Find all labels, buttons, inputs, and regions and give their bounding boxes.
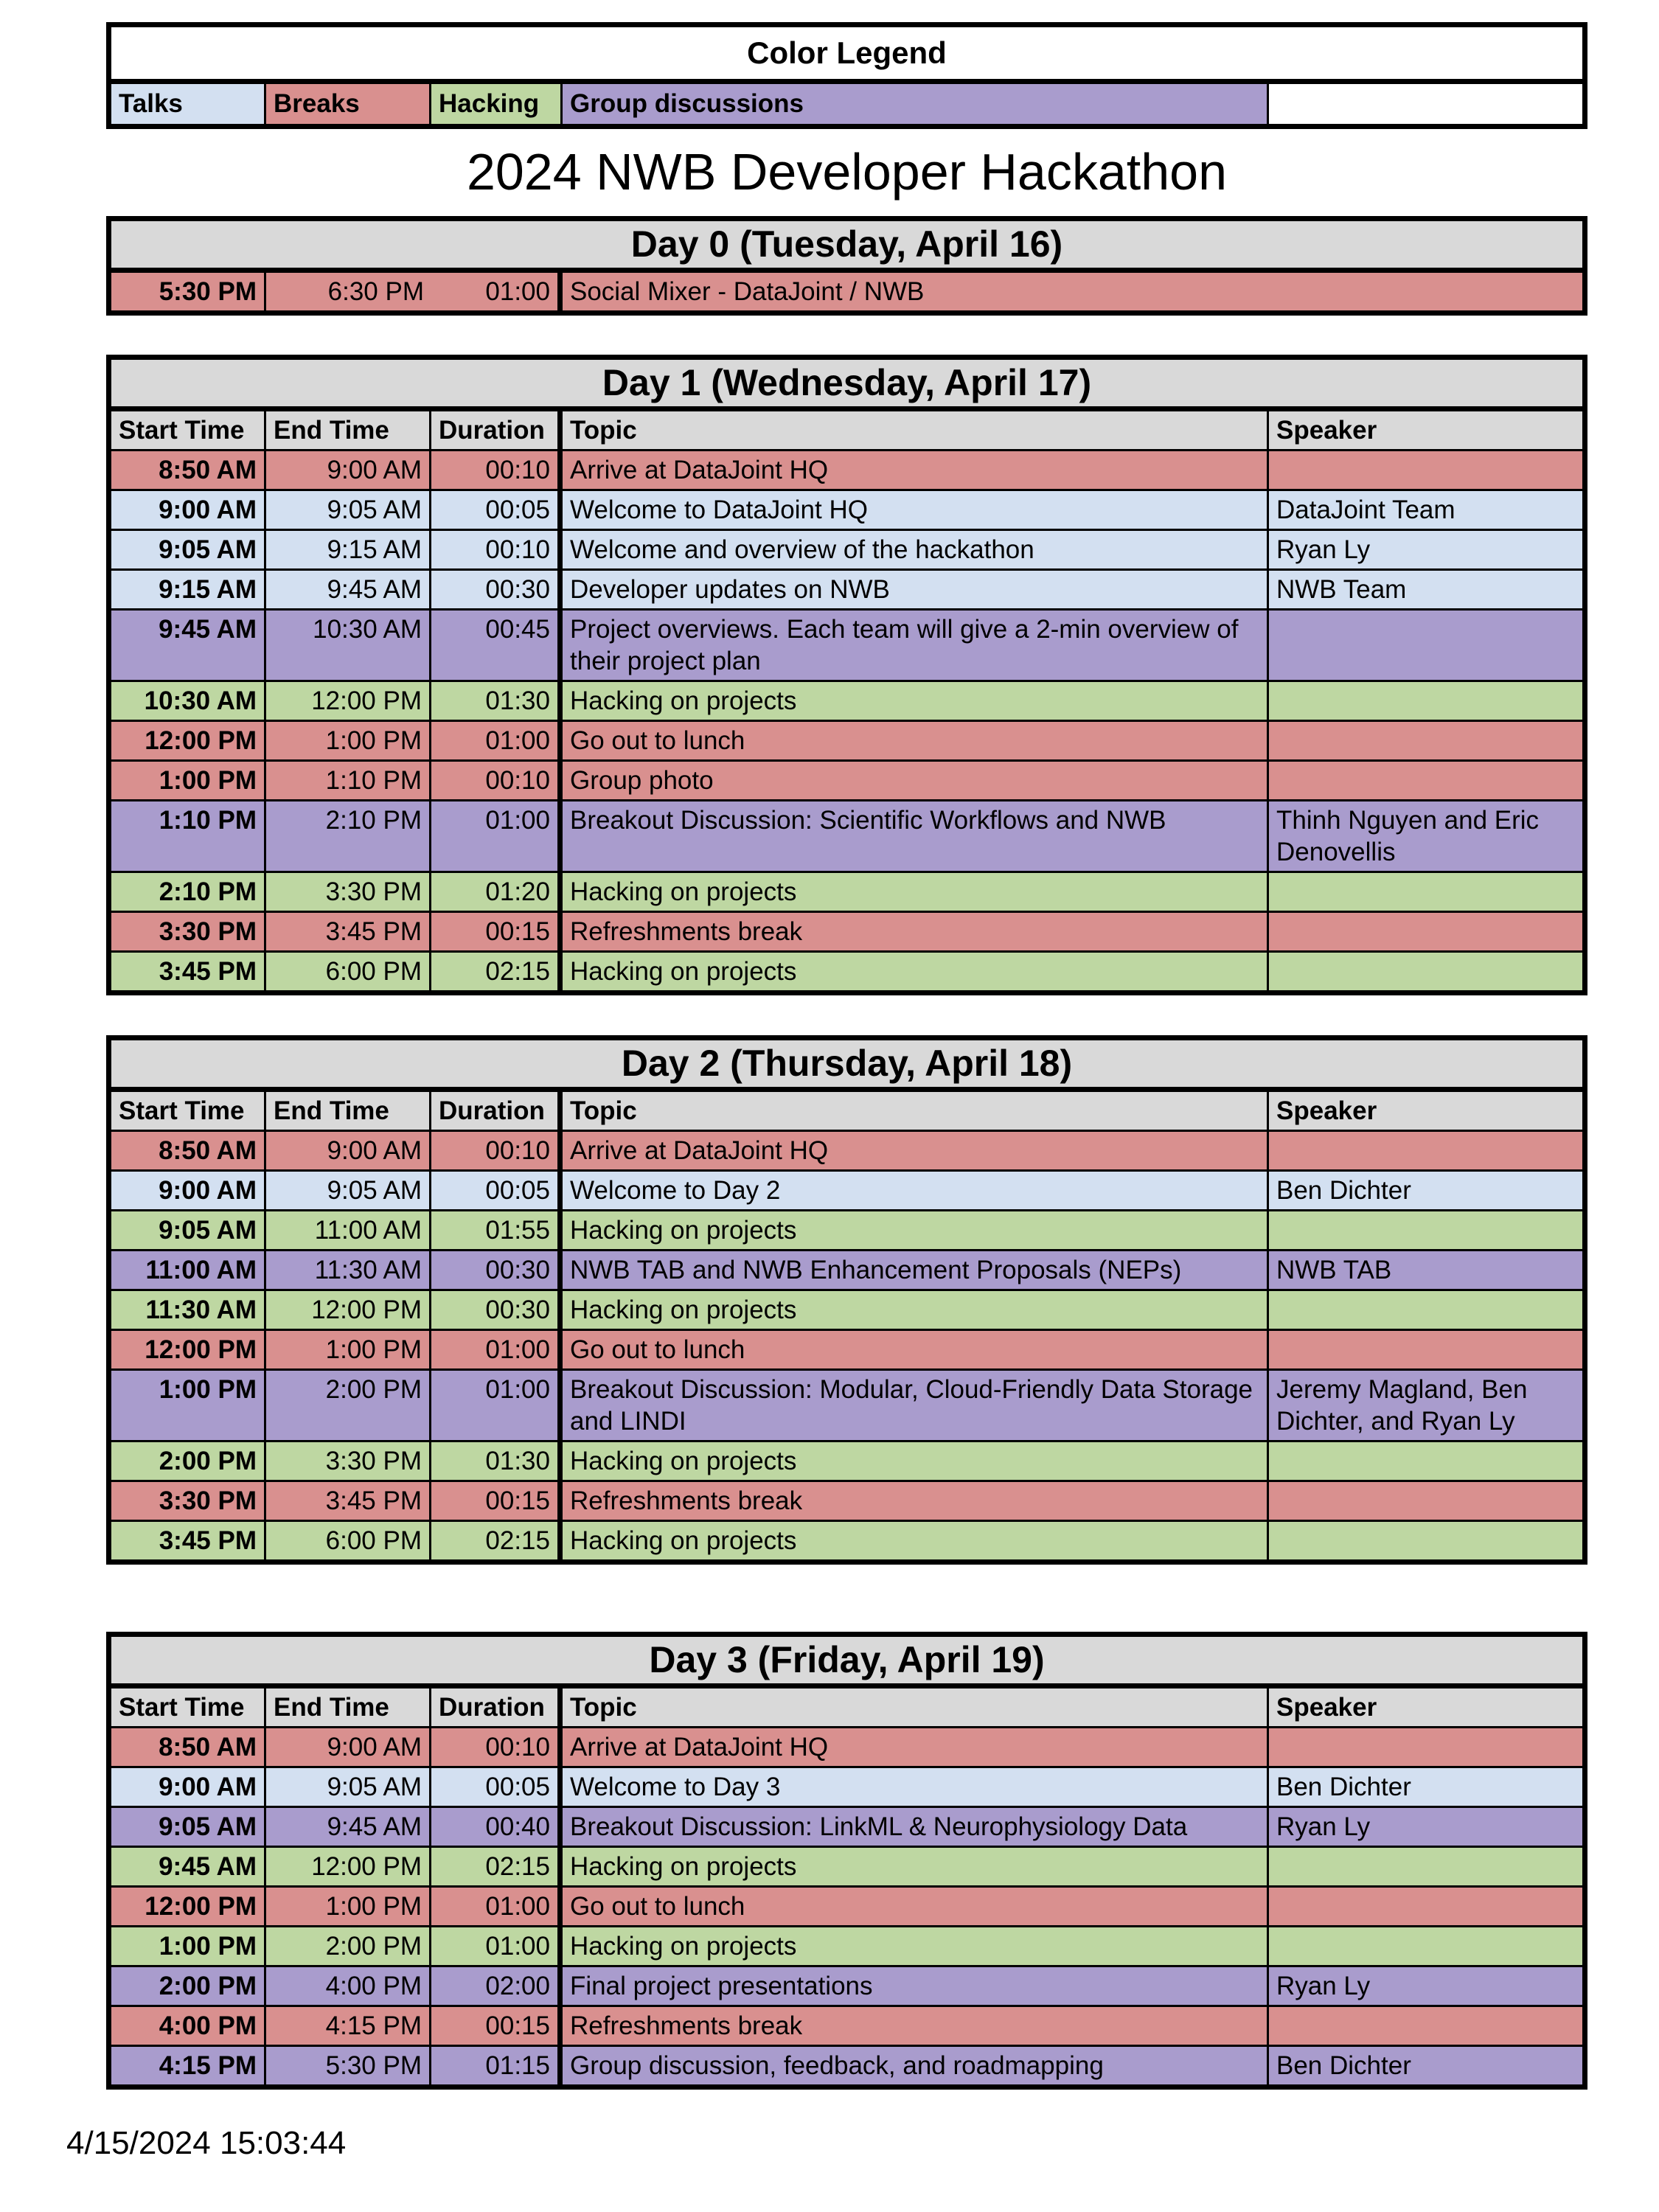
schedule-row bbox=[111, 950, 1582, 990]
duration-cell: 00:15 bbox=[431, 2007, 563, 2045]
topic-cell: Social Mixer - DataJoint / NWB bbox=[570, 277, 925, 306]
schedule-row bbox=[111, 449, 1582, 489]
speaker-cell: Jeremy Magland, Ben Dichter, and Ryan Ly bbox=[1276, 1375, 1528, 1436]
topic-cell: Breakout Discussion: Modular, Cloud-Friendly Data Storage and LINDI bbox=[563, 1371, 1269, 1440]
schedule-row bbox=[111, 1766, 1582, 1806]
start-time-cell: 12:00 PM bbox=[111, 722, 266, 759]
topic-cell: Group photo bbox=[563, 762, 1269, 799]
speaker-cell bbox=[1269, 913, 1582, 950]
day-1-column-header-row bbox=[111, 411, 1582, 449]
start-time-header: Start Time bbox=[111, 1092, 266, 1130]
start-time-cell: 1:00 PM bbox=[111, 1371, 266, 1440]
color-legend-table bbox=[106, 22, 1587, 129]
duration-header: Duration bbox=[431, 1688, 563, 1726]
schedule-row bbox=[111, 1169, 1582, 1209]
topic-cell: Breakout Discussion: LinkML & Neurophysiology Data bbox=[563, 1808, 1269, 1846]
duration-cell: 02:15 bbox=[431, 1522, 563, 1559]
end-time-header: End Time bbox=[266, 1092, 431, 1130]
speaker-cell bbox=[1269, 762, 1582, 799]
schedule-row bbox=[111, 2005, 1582, 2045]
speaker-header: Speaker bbox=[1269, 411, 1582, 449]
speaker-cell bbox=[1269, 682, 1582, 720]
topic-cell: Hacking on projects bbox=[563, 1442, 1269, 1480]
duration-cell: 01:30 bbox=[431, 1442, 563, 1480]
end-time-header: End Time bbox=[266, 1688, 431, 1726]
schedule-row bbox=[111, 1965, 1582, 2005]
start-time-cell: 3:30 PM bbox=[111, 1482, 266, 1520]
topic-cell: Arrive at DataJoint HQ bbox=[563, 1132, 1269, 1169]
end-time-cell: 12:00 PM bbox=[266, 1848, 431, 1885]
topic-header: Topic bbox=[563, 1092, 1269, 1130]
duration-cell: 00:45 bbox=[431, 611, 563, 680]
schedule-row bbox=[111, 529, 1582, 568]
end-time-cell: 3:30 PM bbox=[266, 873, 431, 911]
speaker-cell: NWB TAB bbox=[1276, 1256, 1392, 1284]
topic-cell: Welcome to Day 3 bbox=[563, 1768, 1269, 1806]
legend-item-hacking: Hacking bbox=[431, 84, 563, 124]
topic-cell: Hacking on projects bbox=[563, 1848, 1269, 1885]
duration-cell: 00:40 bbox=[431, 1808, 563, 1846]
legend-title: Color Legend bbox=[111, 27, 1582, 84]
start-time-cell: 1:10 PM bbox=[111, 801, 266, 871]
duration-cell: 00:10 bbox=[431, 1728, 563, 1766]
topic-cell: Hacking on projects bbox=[563, 682, 1269, 720]
schedule-row bbox=[111, 720, 1582, 759]
duration-cell: 00:05 bbox=[431, 491, 563, 529]
end-time-cell: 10:30 AM bbox=[266, 611, 431, 680]
duration-cell: 01:55 bbox=[431, 1211, 563, 1249]
end-time-cell: 9:45 AM bbox=[266, 1808, 431, 1846]
day-1-table bbox=[106, 355, 1587, 995]
day-2-column-header-row bbox=[111, 1092, 1582, 1130]
speaker-cell: NWB Team bbox=[1276, 575, 1407, 604]
end-time-cell: 2:00 PM bbox=[266, 1371, 431, 1440]
start-time-cell: 9:45 AM bbox=[111, 611, 266, 680]
schedule-row bbox=[111, 1440, 1582, 1480]
topic-cell: Go out to lunch bbox=[563, 1888, 1269, 1925]
start-time-cell: 3:30 PM bbox=[111, 913, 266, 950]
start-time-cell: 3:45 PM bbox=[111, 953, 266, 990]
end-time-cell: 9:00 AM bbox=[266, 1132, 431, 1169]
start-time-cell: 12:00 PM bbox=[111, 1888, 266, 1925]
speaker-cell bbox=[1269, 1848, 1582, 1885]
topic-cell: Group discussion, feedback, and roadmapping bbox=[563, 2047, 1269, 2084]
topic-cell: Hacking on projects bbox=[563, 953, 1269, 990]
start-time-cell: 4:15 PM bbox=[111, 2047, 266, 2084]
topic-cell: Project overviews. Each team will give a 2-min overview of their project plan bbox=[563, 611, 1269, 680]
start-time-cell: 3:45 PM bbox=[111, 1522, 266, 1559]
duration-cell: 00:30 bbox=[431, 1291, 563, 1329]
speaker-cell bbox=[1269, 1888, 1582, 1925]
schedule-row bbox=[111, 1480, 1582, 1520]
duration-cell: 00:10 bbox=[431, 762, 563, 799]
duration-cell: 00:05 bbox=[431, 1172, 563, 1209]
duration-cell: 00:30 bbox=[431, 571, 563, 608]
day-1-rows bbox=[111, 449, 1582, 990]
end-time-cell: 9:05 AM bbox=[266, 491, 431, 529]
schedule-row bbox=[111, 1329, 1582, 1368]
start-time-cell: 2:10 PM bbox=[111, 873, 266, 911]
duration-cell: 01:00 bbox=[431, 722, 563, 759]
speaker-cell bbox=[1269, 1331, 1582, 1368]
start-time-cell: 9:45 AM bbox=[111, 1848, 266, 1885]
start-time-header: Start Time bbox=[111, 411, 266, 449]
speaker-cell bbox=[1269, 611, 1582, 680]
start-time-cell: 9:00 AM bbox=[111, 491, 266, 529]
speaker-cell: Ryan Ly bbox=[1276, 535, 1371, 564]
topic-cell: Hacking on projects bbox=[563, 1291, 1269, 1329]
schedule-row bbox=[111, 1520, 1582, 1559]
speaker-header: Speaker bbox=[1269, 1688, 1582, 1726]
end-time-cell: 6:00 PM bbox=[266, 1522, 431, 1559]
start-time-cell: 1:00 PM bbox=[111, 1927, 266, 1965]
schedule-row bbox=[111, 1726, 1582, 1766]
duration-cell: 00:15 bbox=[431, 913, 563, 950]
speaker-cell: Ryan Ly bbox=[1276, 1812, 1371, 1841]
legend-item-talks: Talks bbox=[111, 84, 266, 124]
schedule-row bbox=[111, 1885, 1582, 1925]
topic-cell: Hacking on projects bbox=[563, 873, 1269, 911]
topic-cell: Refreshments break bbox=[563, 1482, 1269, 1520]
topic-cell: Breakout Discussion: Scientific Workflows and NWB bbox=[563, 801, 1269, 871]
topic-cell: Refreshments break bbox=[563, 913, 1269, 950]
duration-cell: 01:00 bbox=[431, 801, 563, 871]
day-0-table bbox=[106, 216, 1587, 316]
topic-cell: Hacking on projects bbox=[563, 1211, 1269, 1249]
end-time-cell: 9:45 AM bbox=[266, 571, 431, 608]
duration-cell: 00:05 bbox=[431, 1768, 563, 1806]
end-time-cell: 11:00 AM bbox=[266, 1211, 431, 1249]
duration-cell: 00:10 bbox=[431, 1132, 563, 1169]
duration-cell: 01:00 bbox=[431, 1927, 563, 1965]
schedule-row bbox=[111, 1368, 1582, 1440]
topic-cell: Arrive at DataJoint HQ bbox=[563, 1728, 1269, 1766]
speaker-cell bbox=[1269, 451, 1582, 489]
duration-cell: 01:00 bbox=[431, 1371, 563, 1440]
schedule-row bbox=[111, 608, 1582, 680]
duration-cell: 01:20 bbox=[431, 873, 563, 911]
start-time-cell: 4:00 PM bbox=[111, 2007, 266, 2045]
end-time-cell: 9:05 AM bbox=[266, 1172, 431, 1209]
start-time-cell: 12:00 PM bbox=[111, 1331, 266, 1368]
topic-cell: Arrive at DataJoint HQ bbox=[563, 451, 1269, 489]
duration-cell: 00:30 bbox=[431, 1251, 563, 1289]
end-time-cell: 11:30 AM bbox=[266, 1251, 431, 1289]
topic-header: Topic bbox=[563, 1688, 1269, 1726]
topic-cell: Developer updates on NWB bbox=[563, 571, 1269, 608]
speaker-header: Speaker bbox=[1269, 1092, 1582, 1130]
start-time-cell: 9:00 AM bbox=[111, 1172, 266, 1209]
end-time-cell: 4:00 PM bbox=[266, 1967, 431, 2005]
schedule-row bbox=[111, 680, 1582, 720]
end-time-cell: 9:15 AM bbox=[266, 531, 431, 568]
end-time-cell: 3:45 PM bbox=[266, 1482, 431, 1520]
start-time-cell: 8:50 AM bbox=[111, 1728, 266, 1766]
day-3-rows bbox=[111, 1726, 1582, 2084]
end-time-cell: 12:00 PM bbox=[266, 682, 431, 720]
end-time-cell: 12:00 PM bbox=[266, 1291, 431, 1329]
schedule-row bbox=[111, 1289, 1582, 1329]
start-time-cell: 8:50 AM bbox=[111, 1132, 266, 1169]
day-0-title: Day 0 (Tuesday, April 16) bbox=[111, 221, 1582, 273]
day-1-title: Day 1 (Wednesday, April 17) bbox=[111, 360, 1582, 411]
speaker-cell bbox=[1269, 1522, 1582, 1559]
day-2-title: Day 2 (Thursday, April 18) bbox=[111, 1040, 1582, 1092]
start-time-cell: 11:30 AM bbox=[111, 1291, 266, 1329]
end-time-cell: 3:30 PM bbox=[266, 1442, 431, 1480]
topic-cell: Refreshments break bbox=[563, 2007, 1269, 2045]
end-time-cell: 1:00 PM bbox=[266, 722, 431, 759]
start-time-cell: 8:50 AM bbox=[111, 451, 266, 489]
day-0-row bbox=[111, 273, 1582, 310]
end-time-cell: 4:15 PM bbox=[266, 2007, 431, 2045]
duration-cell: 00:10 bbox=[431, 451, 563, 489]
speaker-cell: Ben Dichter bbox=[1276, 1773, 1411, 1801]
end-time-cell: 1:00 PM bbox=[266, 1331, 431, 1368]
end-time-cell: 6:30 PM bbox=[327, 277, 424, 306]
page-title: 2024 NWB Developer Hackathon bbox=[466, 143, 1228, 201]
schedule-row bbox=[111, 759, 1582, 799]
topic-header: Topic bbox=[563, 411, 1269, 449]
speaker-cell: Ryan Ly bbox=[1276, 1972, 1371, 2000]
start-time-cell: 1:00 PM bbox=[111, 762, 266, 799]
topic-cell: Final project presentations bbox=[563, 1967, 1269, 2005]
speaker-cell bbox=[1269, 722, 1582, 759]
legend-item-empty bbox=[1269, 84, 1582, 124]
start-time-header: Start Time bbox=[111, 1688, 266, 1726]
speaker-cell bbox=[1269, 1211, 1582, 1249]
start-time-cell: 10:30 AM bbox=[111, 682, 266, 720]
start-time-cell: 2:00 PM bbox=[111, 1442, 266, 1480]
start-time-cell: 9:15 AM bbox=[111, 571, 266, 608]
speaker-cell bbox=[1269, 1728, 1582, 1766]
schedule-row bbox=[111, 1806, 1582, 1846]
end-time-cell: 2:00 PM bbox=[266, 1927, 431, 1965]
speaker-cell bbox=[1269, 1927, 1582, 1965]
speaker-cell: Ben Dichter bbox=[1276, 2051, 1411, 2080]
speaker-cell bbox=[1269, 1132, 1582, 1169]
end-time-cell: 9:00 AM bbox=[266, 451, 431, 489]
schedule-row bbox=[111, 871, 1582, 911]
duration-header: Duration bbox=[431, 411, 563, 449]
schedule-row bbox=[111, 568, 1582, 608]
end-time-cell: 9:00 AM bbox=[266, 1728, 431, 1766]
start-time-cell: 9:05 AM bbox=[111, 1211, 266, 1249]
duration-cell: 02:15 bbox=[431, 953, 563, 990]
speaker-cell: Ben Dichter bbox=[1276, 1176, 1411, 1205]
day-2-table bbox=[106, 1035, 1587, 1565]
start-time-cell: 9:05 AM bbox=[111, 1808, 266, 1846]
duration-header: Duration bbox=[431, 1092, 563, 1130]
schedule-row bbox=[111, 1925, 1582, 1965]
topic-cell: Welcome to Day 2 bbox=[563, 1172, 1269, 1209]
start-time-cell: 5:30 PM bbox=[111, 273, 266, 310]
duration-cell: 01:00 bbox=[431, 273, 563, 310]
legend-item-breaks: Breaks bbox=[266, 84, 431, 124]
day-3-table bbox=[106, 1632, 1587, 2090]
speaker-cell bbox=[1269, 2007, 1582, 2045]
start-time-cell: 9:00 AM bbox=[111, 1768, 266, 1806]
legend-row bbox=[111, 84, 1582, 124]
schedule-row bbox=[111, 489, 1582, 529]
end-time-header: End Time bbox=[266, 411, 431, 449]
end-time-cell: 2:10 PM bbox=[266, 801, 431, 871]
topic-cell: NWB TAB and NWB Enhancement Proposals (NEPs) bbox=[563, 1251, 1269, 1289]
schedule-row bbox=[111, 1846, 1582, 1885]
duration-cell: 00:15 bbox=[431, 1482, 563, 1520]
start-time-cell: 2:00 PM bbox=[111, 1967, 266, 2005]
day-2-rows bbox=[111, 1130, 1582, 1559]
duration-cell: 02:00 bbox=[431, 1967, 563, 2005]
speaker-cell bbox=[1269, 1442, 1582, 1480]
topic-cell: Hacking on projects bbox=[563, 1927, 1269, 1965]
legend-item-group-discussions: Group discussions bbox=[563, 84, 1269, 124]
topic-cell: Welcome and overview of the hackathon bbox=[563, 531, 1269, 568]
day-3-title: Day 3 (Friday, April 19) bbox=[111, 1637, 1582, 1688]
end-time-cell: 3:45 PM bbox=[266, 913, 431, 950]
speaker-cell bbox=[1269, 1482, 1582, 1520]
topic-cell: Go out to lunch bbox=[563, 1331, 1269, 1368]
schedule-row bbox=[111, 1209, 1582, 1249]
speaker-cell: Thinh Nguyen and Eric Denovellis bbox=[1276, 806, 1540, 866]
schedule-row bbox=[111, 2045, 1582, 2084]
duration-cell: 01:30 bbox=[431, 682, 563, 720]
duration-cell: 01:00 bbox=[431, 1888, 563, 1925]
speaker-cell bbox=[1269, 1291, 1582, 1329]
start-time-cell: 11:00 AM bbox=[111, 1251, 266, 1289]
speaker-cell bbox=[1269, 873, 1582, 911]
duration-cell: 01:15 bbox=[431, 2047, 563, 2084]
schedule-row bbox=[111, 1249, 1582, 1289]
end-time-cell: 1:00 PM bbox=[266, 1888, 431, 1925]
schedule-row bbox=[111, 911, 1582, 950]
topic-cell: Go out to lunch bbox=[563, 722, 1269, 759]
end-time-cell: 1:10 PM bbox=[266, 762, 431, 799]
topic-cell: Hacking on projects bbox=[563, 1522, 1269, 1559]
end-time-cell: 9:05 AM bbox=[266, 1768, 431, 1806]
end-time-cell: 5:30 PM bbox=[266, 2047, 431, 2084]
duration-cell: 02:15 bbox=[431, 1848, 563, 1885]
duration-cell: 00:10 bbox=[431, 531, 563, 568]
speaker-cell: DataJoint Team bbox=[1276, 495, 1455, 524]
content bbox=[106, 22, 1587, 2090]
schedule-row bbox=[111, 1130, 1582, 1169]
schedule-row bbox=[111, 799, 1582, 871]
topic-cell: Welcome to DataJoint HQ bbox=[563, 491, 1269, 529]
print-timestamp: 4/15/2024 15:03:44 bbox=[66, 2125, 347, 2161]
speaker-cell bbox=[1269, 953, 1582, 990]
start-time-cell: 9:05 AM bbox=[111, 531, 266, 568]
duration-cell: 01:00 bbox=[431, 1331, 563, 1368]
end-time-cell: 6:00 PM bbox=[266, 953, 431, 990]
day-3-column-header-row bbox=[111, 1688, 1582, 1726]
